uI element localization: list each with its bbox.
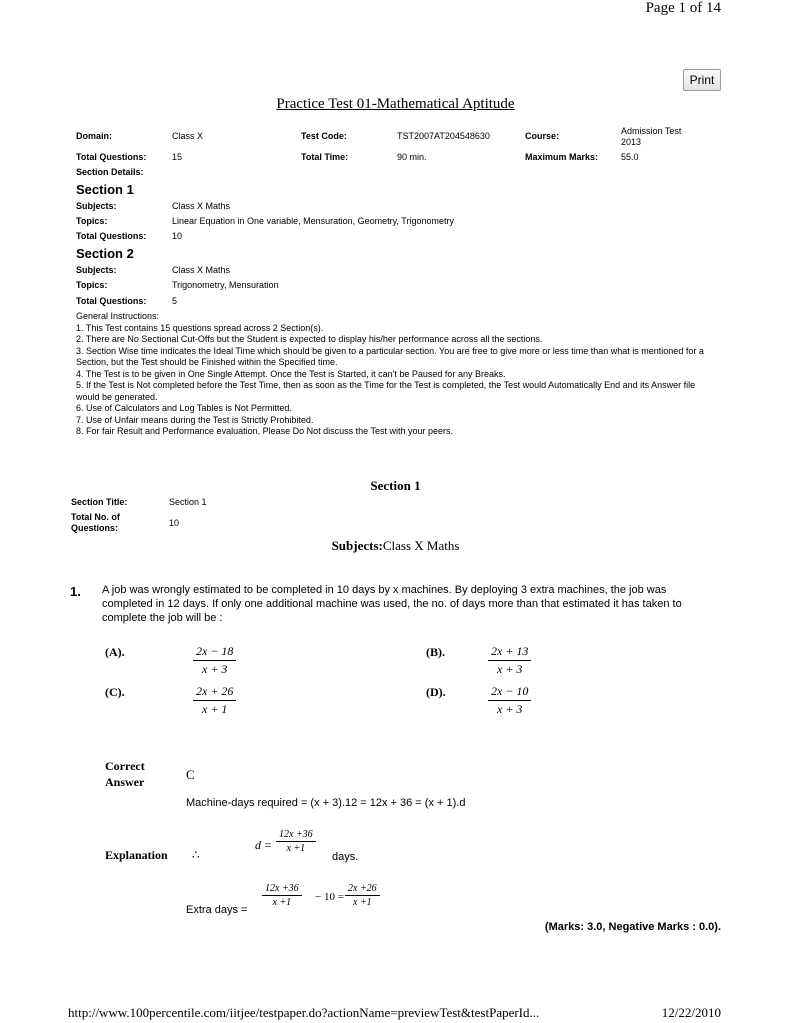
total-time-label: Total Time: [301, 152, 349, 162]
course-value-line1: Admission Test [621, 126, 682, 136]
section-2-heading: Section 2 [76, 246, 134, 261]
domain-label: Domain: [76, 131, 112, 141]
course-label: Course: [525, 131, 560, 141]
extra-days-label: Extra days = [186, 904, 248, 916]
option-b-label: (B). [426, 645, 445, 659]
instruction-item: 4. The Test is to be given in One Single Attempt. Once the Test is Started, it can't be Paused for any Breaks. [76, 368, 506, 379]
explanation-label: Explanation [105, 848, 168, 862]
option-c-label: (C). [105, 685, 125, 699]
section-2-subjects-label: Subjects: [76, 265, 117, 275]
option-d-label: (D). [426, 685, 446, 699]
correct-answer-label-line2: Answer [105, 775, 145, 789]
option-d-numerator: 2x − 10 [488, 684, 531, 701]
days-text: days. [332, 851, 359, 863]
section-heading: Section 1 [370, 478, 421, 493]
d-equals: d = [255, 838, 273, 852]
section-2-total-questions-value: 5 [172, 296, 178, 306]
option-c-numerator: 2x + 26 [193, 684, 236, 701]
section-subjects [0, 538, 791, 554]
result-denominator: x +1 [353, 897, 372, 908]
d-numerator: 12x +36 [276, 829, 316, 842]
option-c-denominator: x + 1 [202, 702, 228, 716]
section-2-total-questions-label: Total Questions: [76, 296, 147, 306]
instruction-item: 3. Section Wise time indicates the Ideal Time which should be given to a particular section. You are free to give more or less time than what is mentioned for a Section, but the Test should be Finished within the Specified time. [76, 345, 704, 367]
instruction-item: 2. There are No Sectional Cut-Offs but the Student is expected to display his/her performance across all the sections. [76, 334, 543, 344]
minus-ten: − 10 = [315, 891, 344, 903]
option-a-denominator: x + 3 [202, 662, 228, 676]
test-code-value: TST2007AT204548630 [397, 131, 490, 141]
extra-numerator: 12x +36 [262, 883, 302, 896]
total-no-label-line1: Total No. of [71, 512, 120, 522]
option-a-label: (A). [105, 645, 125, 659]
total-questions-label: Total Questions: [76, 152, 147, 162]
extra-fraction [262, 883, 302, 908]
title-text: Practice Test 01-Mathematical Aptitude [276, 96, 515, 112]
question-number: 1. [70, 584, 81, 599]
print-button[interactable]: Print [683, 69, 721, 91]
section-1-subjects-value: Class X Maths [172, 201, 231, 211]
marks-info: (Marks: 3.0, Negative Marks : 0.0). [544, 921, 721, 933]
page-title [0, 96, 791, 113]
instruction-item: 8. For fair Result and Performance evaluation, Please Do Not discuss the Test with your peers. [76, 426, 454, 436]
option-a-numerator: 2x − 18 [193, 644, 236, 661]
d-denominator: x +1 [286, 843, 306, 854]
instruction-item: 5. If the Test is Not completed before the Test Time, then as soon as the Time for the Test is completed, the Test would Automatically End and its Answer file would be generated. [76, 380, 696, 402]
course-value-line2: 2013 [621, 137, 642, 147]
instruction-item: 1. This Test contains 15 questions spread across 2 Section(s). [76, 322, 324, 333]
option-b-numerator: 2x + 13 [488, 644, 531, 661]
result-fraction [345, 883, 380, 908]
domain-value: Class X [172, 131, 204, 141]
max-marks-value: 55.0 [621, 152, 639, 162]
section-2-subjects-value: Class X Maths [172, 265, 231, 275]
section-2-topics-value: Trigonometry, Mensuration [172, 280, 279, 290]
general-instructions [76, 311, 721, 438]
section-1-subjects-label: Subjects: [76, 201, 117, 211]
total-no-label-line2: Questions: [71, 523, 119, 533]
explanation-line-1: Machine-days required = (x + 3).12 = 12x + 36 = (x + 1).d [186, 797, 466, 809]
correct-answer-value: C [186, 767, 195, 782]
section-1-topics-value: Linear Equation in One variable, Mensuration, Geometry, Trigonometry [172, 216, 454, 226]
footer-date: 12/22/2010 [661, 1005, 721, 1020]
section-title-label: Section Title: [71, 497, 128, 507]
section-subjects-value: Class X Maths [382, 538, 460, 553]
option-a-fraction [193, 644, 236, 677]
section-title-value: Section 1 [169, 497, 207, 507]
therefore-symbol: ∴ [192, 848, 200, 862]
result-numerator: 2x +26 [345, 883, 380, 896]
footer-url[interactable]: http://www.100percentile.com/iitjee/testpaper.do?actionName=previewTest&testPaperId... [68, 1005, 540, 1020]
section-1-total-questions-value: 10 [172, 231, 183, 241]
instruction-item: 7. Use of Unfair means during the Test is Strictly Prohibited. [76, 414, 314, 425]
correct-answer-label-line1: Correct [105, 759, 145, 773]
total-time-value: 90 min. [397, 152, 427, 162]
section-1-total-questions-label: Total Questions: [76, 231, 147, 241]
section-1-topics-label: Topics: [76, 216, 108, 226]
option-c-fraction [193, 684, 236, 717]
section-1-heading: Section 1 [76, 182, 134, 197]
extra-denominator: x +1 [272, 897, 292, 908]
total-no-value: 10 [169, 518, 180, 528]
d-fraction [276, 829, 316, 854]
question-text: A job was wrongly estimated to be completed in 10 days by x machines. By deploying 3 extra machines, the job was completed in 12 days. If only one additional machine was used, the no. of days more than that estimated it has taken to complete the job will be : [102, 584, 682, 624]
option-b-fraction [488, 644, 531, 677]
max-marks-label: Maximum Marks: [525, 152, 599, 162]
section-details-label: Section Details: [76, 167, 144, 177]
section-subjects-label: Subjects: [331, 538, 383, 553]
section-2-topics-label: Topics: [76, 280, 108, 290]
instructions-heading: General Instructions: [76, 311, 160, 321]
page-indicator: Page 1 of 14 [645, 0, 721, 16]
option-d-fraction [488, 684, 531, 717]
test-code-label: Test Code: [301, 131, 347, 141]
total-questions-value: 15 [172, 152, 183, 162]
option-b-denominator: x + 3 [497, 662, 523, 676]
option-d-denominator: x + 3 [497, 702, 523, 716]
instruction-item: 6. Use of Calculators and Log Tables is Not Permitted. [76, 403, 292, 413]
